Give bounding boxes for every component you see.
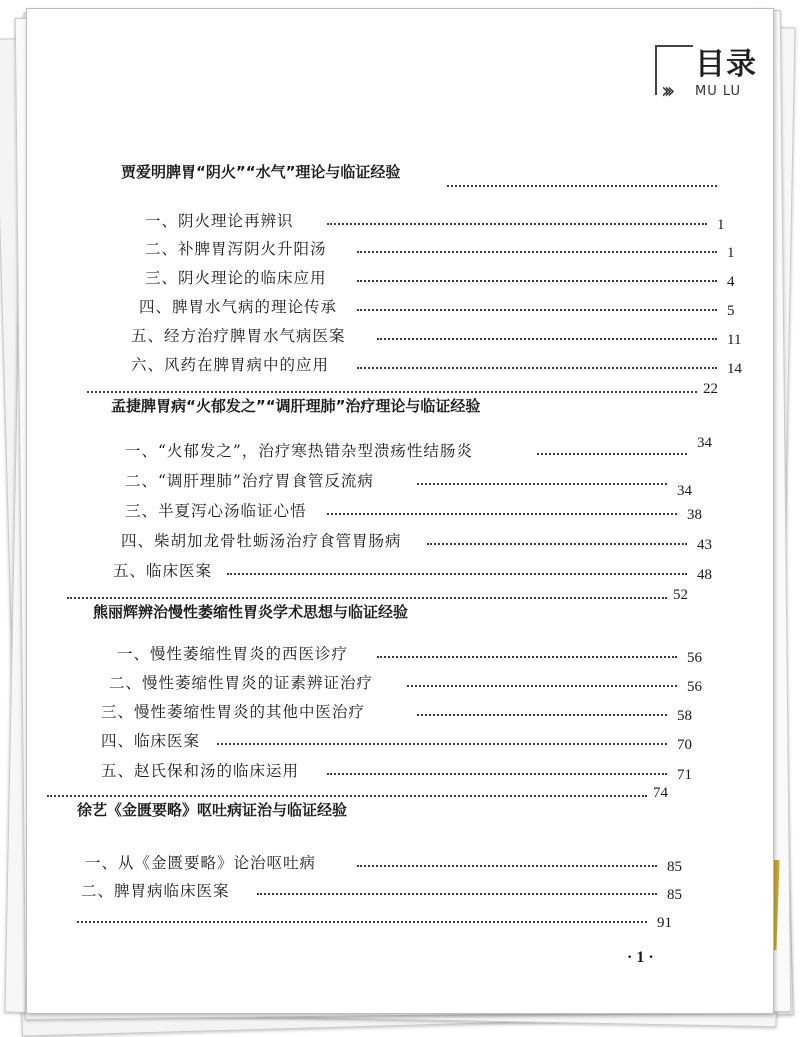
toc-page-number: 22 (703, 381, 718, 397)
dot-leader (77, 915, 647, 923)
toc-page-number: 38 (687, 507, 702, 523)
toc-chapter-entry (27, 587, 773, 627)
toc-page-number: 56 (687, 650, 702, 666)
dot-leader (257, 887, 657, 895)
toc-section-entry (27, 671, 773, 697)
dot-leader (357, 361, 717, 369)
toc-page-number: 14 (727, 361, 742, 377)
toc-entry-text: 一、从《金匮要略》论治呕吐病 (85, 854, 317, 872)
dot-leader (537, 447, 687, 455)
toc-section-entry (27, 529, 773, 555)
toc-entry-text: 一、“火郁发之”，治疗寒热错杂型溃疡性结肠炎 (125, 442, 473, 460)
dot-leader (417, 708, 667, 716)
toc-section-entry (27, 729, 773, 755)
toc-page-number: 5 (727, 303, 735, 319)
page-title: 目录 (695, 47, 757, 82)
toc-entry-text: 六、风药在脾胃病中的应用 (131, 356, 330, 374)
toc-section-entry (27, 907, 773, 933)
toc-page-number: 1 (727, 245, 735, 261)
toc-section-entry (27, 435, 773, 465)
toc-page-number: 48 (697, 567, 712, 583)
toc-section-entry (27, 469, 773, 499)
page-number-footer: · 1 · (627, 949, 654, 966)
dot-leader (357, 303, 717, 311)
dot-leader (447, 179, 717, 187)
toc-page-number: 91 (657, 915, 672, 931)
toc-section-entry (27, 700, 773, 726)
toc-page (26, 8, 774, 1014)
toc-header (655, 39, 775, 109)
toc-page-number: 56 (687, 679, 702, 695)
dot-leader (357, 274, 717, 282)
dot-leader (327, 507, 677, 515)
toc-entry-text: 二、慢性萎缩性胃炎的证素辨证治疗 (109, 674, 374, 692)
dot-leader (427, 537, 687, 545)
toc-section-entry (27, 324, 773, 350)
toc-section-entry (27, 499, 773, 525)
toc-page-number: 4 (727, 274, 735, 290)
toc-page-number: 43 (697, 537, 712, 553)
toc-entry-text: 四、柴胡加龙骨牡蛎汤治疗食管胃肠病 (121, 532, 402, 550)
toc-entry-text: 五、赵氏保和汤的临床运用 (101, 762, 300, 780)
toc-page-number: 85 (667, 887, 682, 903)
toc-section-entry (27, 353, 773, 379)
toc-entry-text: 二、“调肝理肺”治疗胃食管反流病 (125, 472, 374, 490)
toc-chapter-entry (27, 785, 773, 825)
toc-entry-text: 三、半夏泻心汤临证心悟 (125, 502, 307, 520)
toc-page-number: 34 (677, 483, 692, 499)
toc-entry-text: 贾爱明脾胃“阴火”“水气”理论与临证经验 (121, 163, 401, 181)
toc-entry-text: 孟捷脾胃病“火郁发之”“调肝理肺”治疗理论与临证经验 (111, 397, 481, 415)
toc-entry-text: 三、阴火理论的临床应用 (145, 269, 327, 287)
toc-entry-text: 五、临床医案 (113, 562, 213, 580)
toc-page-number: 11 (727, 332, 742, 348)
toc-chapter-entry (27, 161, 773, 187)
page-subtitle: MU LU (695, 84, 741, 99)
toc-section-entry (27, 759, 773, 785)
dot-leader (357, 245, 717, 253)
toc-entry-text: 二、补脾胃泻阴火升阳汤 (145, 240, 327, 258)
toc-section-entry (27, 879, 773, 905)
toc-entry-text: 一、慢性萎缩性胃炎的西医诊疗 (117, 645, 349, 663)
toc-entry-text: 三、慢性萎缩性胃炎的其他中医治疗 (101, 703, 366, 721)
dot-leader (67, 591, 667, 599)
toc-section-entry (27, 237, 773, 263)
toc-page-number: 71 (677, 767, 692, 783)
toc-section-entry (27, 295, 773, 321)
toc-entry-text: 四、临床医案 (101, 732, 201, 750)
toc-chapter-entry (27, 381, 773, 421)
dot-leader (327, 217, 707, 225)
dot-leader (47, 789, 647, 797)
dot-leader (217, 737, 667, 745)
dot-leader (327, 767, 667, 775)
toc-entry-text: 五、经方治疗脾胃水气病医案 (131, 327, 346, 345)
toc-page-number: 70 (677, 737, 692, 753)
toc-page-number: 34 (697, 435, 712, 451)
dot-leader (407, 679, 677, 687)
toc-page-number: 74 (653, 785, 668, 801)
dot-leader (417, 477, 667, 485)
toc-entry-text: 二、脾胃病临床医案 (81, 882, 230, 900)
toc-entry-text: 一、阴火理论再辨识 (145, 212, 294, 230)
toc-page-number: 58 (677, 708, 692, 724)
toc-section-entry (27, 266, 773, 292)
toc-entry-text: 徐艺《金匮要略》呕吐病证治与临证经验 (77, 801, 348, 819)
toc-section-entry (27, 559, 773, 585)
dot-leader (87, 385, 697, 393)
double-chevron-icon: ››› (661, 79, 670, 104)
toc-entry-text: 熊丽辉辨治慢性萎缩性胃炎学术思想与临证经验 (93, 603, 409, 621)
toc-section-entry (27, 851, 773, 877)
toc-section-entry (27, 209, 773, 235)
dot-leader (357, 859, 657, 867)
toc-entry-text: 四、脾胃水气病的理论传承 (139, 298, 338, 316)
toc-page-number: 1 (717, 217, 725, 233)
dot-leader (227, 567, 687, 575)
toc-page-number: 85 (667, 859, 682, 875)
toc-page-number: 52 (673, 587, 688, 603)
dot-leader (377, 650, 677, 658)
toc-section-entry (27, 642, 773, 668)
dot-leader (377, 332, 717, 340)
